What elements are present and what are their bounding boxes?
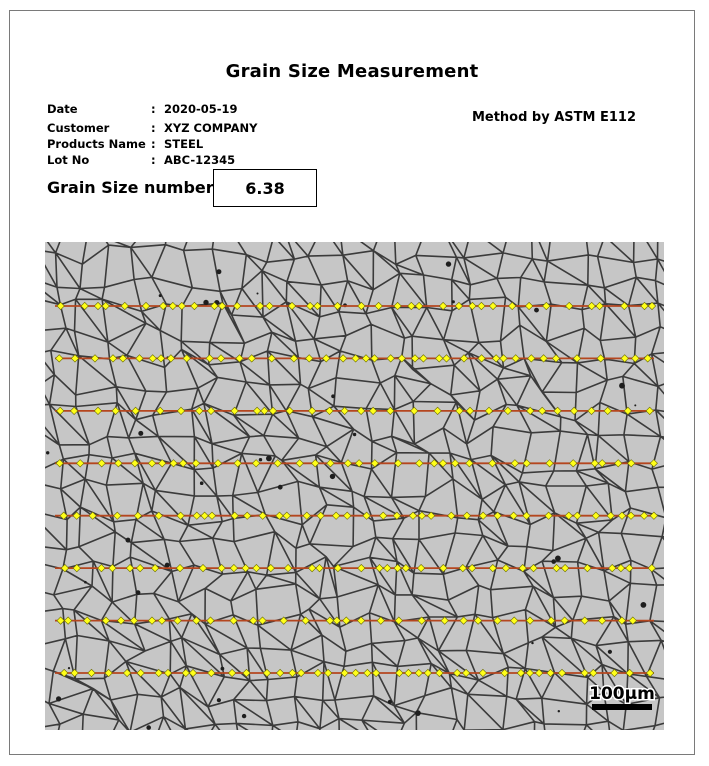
inclusion-spot <box>200 481 204 485</box>
info-label: Customer <box>47 121 110 135</box>
inclusion-spot <box>259 458 262 461</box>
info-separator: : <box>151 102 156 116</box>
info-label: Products Name <box>47 137 146 151</box>
inclusion-spot <box>531 642 533 644</box>
inclusion-spot <box>452 300 455 303</box>
info-label: Date <box>47 102 78 116</box>
info-separator: : <box>151 153 156 167</box>
inclusion-spot <box>330 474 335 479</box>
inclusion-spot <box>388 700 392 704</box>
inclusion-spot <box>84 581 87 584</box>
info-value: XYZ COMPANY <box>164 121 258 135</box>
inclusion-spot <box>68 667 70 669</box>
inclusion-spot <box>146 725 151 730</box>
inclusion-spot <box>619 383 625 389</box>
grain-boundary-network <box>45 242 664 730</box>
inclusion-spot <box>555 556 561 562</box>
micrograph-svg <box>45 242 664 730</box>
grain-size-value: 6.38 <box>213 169 317 207</box>
inclusion-spot <box>534 308 539 313</box>
scale-bar-label: 100µm <box>589 684 655 704</box>
inclusion-spot <box>278 485 283 490</box>
inclusion-spot <box>138 431 143 436</box>
grain-boundaries <box>45 242 664 730</box>
inclusion-spot <box>257 293 259 295</box>
inclusion-spot <box>558 710 560 712</box>
inclusion-spot <box>353 433 356 436</box>
inclusion-spot <box>159 294 162 297</box>
report-frame <box>9 10 695 755</box>
info-separator: : <box>151 137 156 151</box>
inclusion-spot <box>221 667 225 671</box>
inclusion-spot <box>446 261 451 266</box>
method-label: Method by ASTM E112 <box>471 110 636 125</box>
inclusion-spot <box>266 456 272 462</box>
inclusion-spot <box>551 559 556 564</box>
info-value: 2020-05-19 <box>164 102 238 116</box>
inclusion-spot <box>165 563 170 568</box>
inclusion-spot <box>216 269 221 274</box>
inclusion-spot <box>46 451 49 454</box>
info-separator: : <box>151 121 156 135</box>
inclusion-spot <box>242 714 246 718</box>
inclusion-spot <box>331 394 335 398</box>
inclusion-spot <box>126 538 131 543</box>
grain-size-label: Grain Size number <box>47 178 214 197</box>
inclusion-spot <box>634 404 636 406</box>
inclusion-spot <box>217 698 221 702</box>
report-title: Grain Size Measurement <box>225 61 479 82</box>
inclusion-spot <box>415 710 421 716</box>
inclusion-spot <box>203 300 208 305</box>
info-label: Lot No <box>47 153 90 167</box>
inclusion-spot <box>608 650 612 654</box>
inclusion-spot <box>56 696 61 701</box>
info-value: STEEL <box>164 137 204 151</box>
micrograph-image <box>45 242 664 730</box>
info-value: ABC-12345 <box>164 153 236 167</box>
inclusion-spot <box>641 602 647 608</box>
scale-bar <box>592 704 652 710</box>
inclusion-spot <box>136 590 141 595</box>
